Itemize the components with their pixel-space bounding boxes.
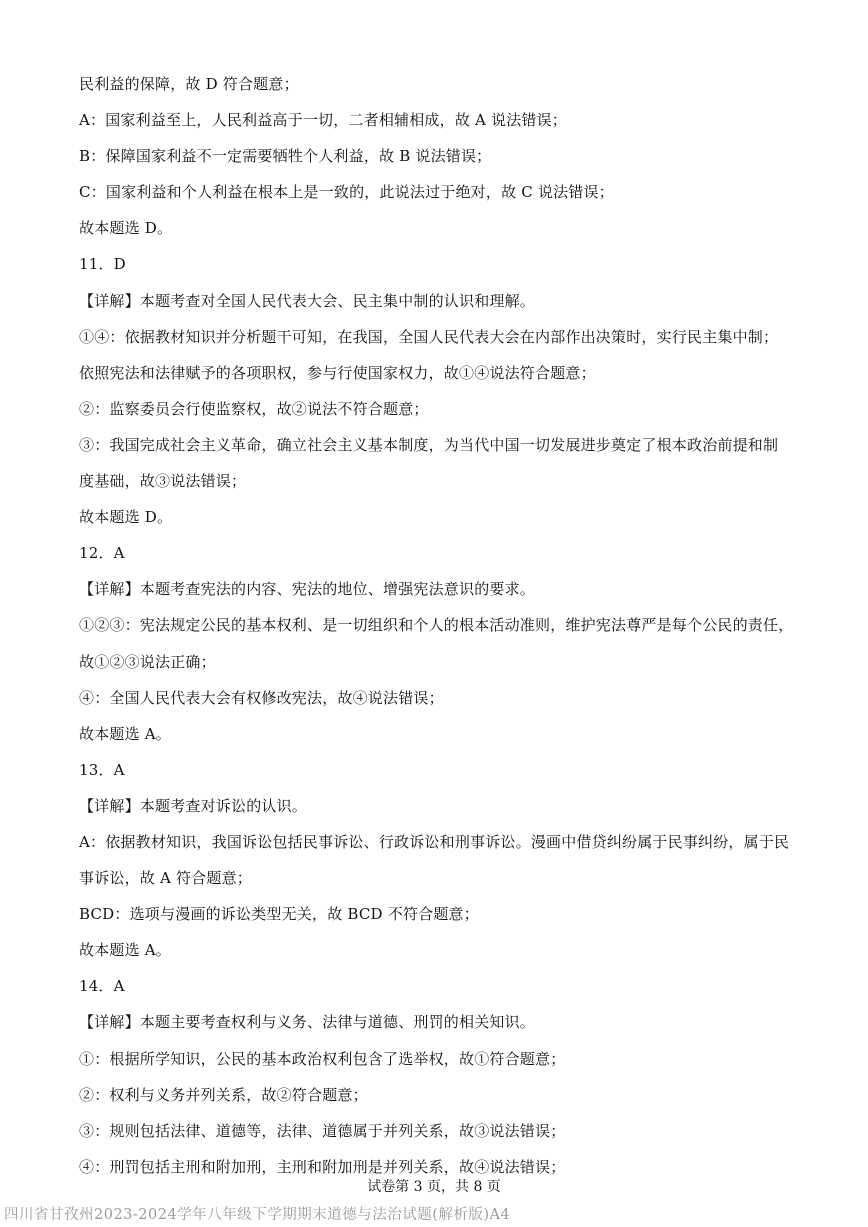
document-watermark: 四川省甘孜州2023-2024学年八年级下学期期末道德与法治试题(解析版)A4 [4, 1207, 511, 1223]
text-line: ②：监察委员会行使监察权，故②说法不符合题意； [79, 399, 429, 418]
explanation-heading: 【详解】本题主要考查权利与义务、法律与道德、刑罚的相关知识。 [79, 1013, 536, 1032]
answer-explanations [79, 74, 799, 1193]
text-line: 故本题选 D。 [79, 219, 173, 238]
text-line: ④：全国人民代表大会有权修改宪法，故④说法错误； [79, 688, 444, 707]
text-line: 依照宪法和法律赋予的各项职权，参与行使国家权力，故①④说法符合题意； [79, 363, 596, 382]
question-number: 14．A [79, 977, 125, 996]
text-line: C：国家利益和个人利益在根本上是一致的，此说法过于绝对，故 C 说法错误； [79, 183, 614, 202]
text-line: 故本题选 A。 [79, 941, 172, 960]
text-line: A：国家利益至上，人民利益高于一切，二者相辅相成，故 A 说法错误； [79, 111, 568, 130]
text-line: 故本题选 A。 [79, 724, 172, 743]
text-line: ③：我国完成社会主义革命，确立社会主义基本制度，为当代中国一切发展进步奠定了根本政治前提和制 [79, 435, 779, 454]
text-line: 故本题选 D。 [79, 508, 173, 527]
explanation-heading: 【详解】本题考查宪法的内容、宪法的地位、增强宪法意识的要求。 [79, 580, 536, 599]
text-line: ②：权利与义务并列关系，故②符合题意； [79, 1085, 368, 1104]
text-line: 度基础，故③说法错误； [79, 472, 247, 491]
question-number: 13．A [79, 760, 125, 779]
question-number: 11．D [79, 255, 126, 274]
text-line: ④：刑罚包括主刑和附加刑，主刑和附加刑是并列关系，故④说法错误； [79, 1157, 566, 1176]
text-line: ①④：依据教材知识并分析题干可知，在我国，全国人民代表大会在内部作出决策时，实行民主集中制； [79, 327, 779, 346]
explanation-heading: 【详解】本题考查对诉讼的认识。 [79, 796, 308, 815]
text-line: 事诉讼，故 A 符合题意； [79, 869, 252, 888]
text-line: ①：根据所学知识，公民的基本政治权利包含了选举权，故①符合题意； [79, 1049, 566, 1068]
question-number: 12．A [79, 544, 125, 563]
text-line: A：依据教材知识，我国诉讼包括民事诉讼、行政诉讼和刑事诉讼。漫画中借贷纠纷属于民事纠纷，属于民 [79, 832, 790, 851]
text-line: ①②③：宪法规定公民的基本权利、是一切组织和个人的根本活动准则，维护宪法尊严是每个公民的责任， [79, 616, 794, 635]
text-line: BCD：选项与漫画的诉讼类型无关，故 BCD 不符合题意； [79, 905, 479, 924]
text-line: B：保障国家利益不一定需要牺牲个人利益，故 B 说法错误； [79, 147, 492, 166]
text-line: 民利益的保障，故 D 符合题意； [79, 75, 299, 93]
explanation-heading: 【详解】本题考查对全国人民代表大会、民主集中制的认识和理解。 [79, 291, 536, 310]
text-line: 故①②③说法正确； [79, 652, 216, 671]
page-footer: 试卷第 3 页，共 8 页 [367, 1179, 501, 1195]
text-line: ③：规则包括法律、道德等，法律、道德属于并列关系，故③说法错误； [79, 1121, 566, 1140]
